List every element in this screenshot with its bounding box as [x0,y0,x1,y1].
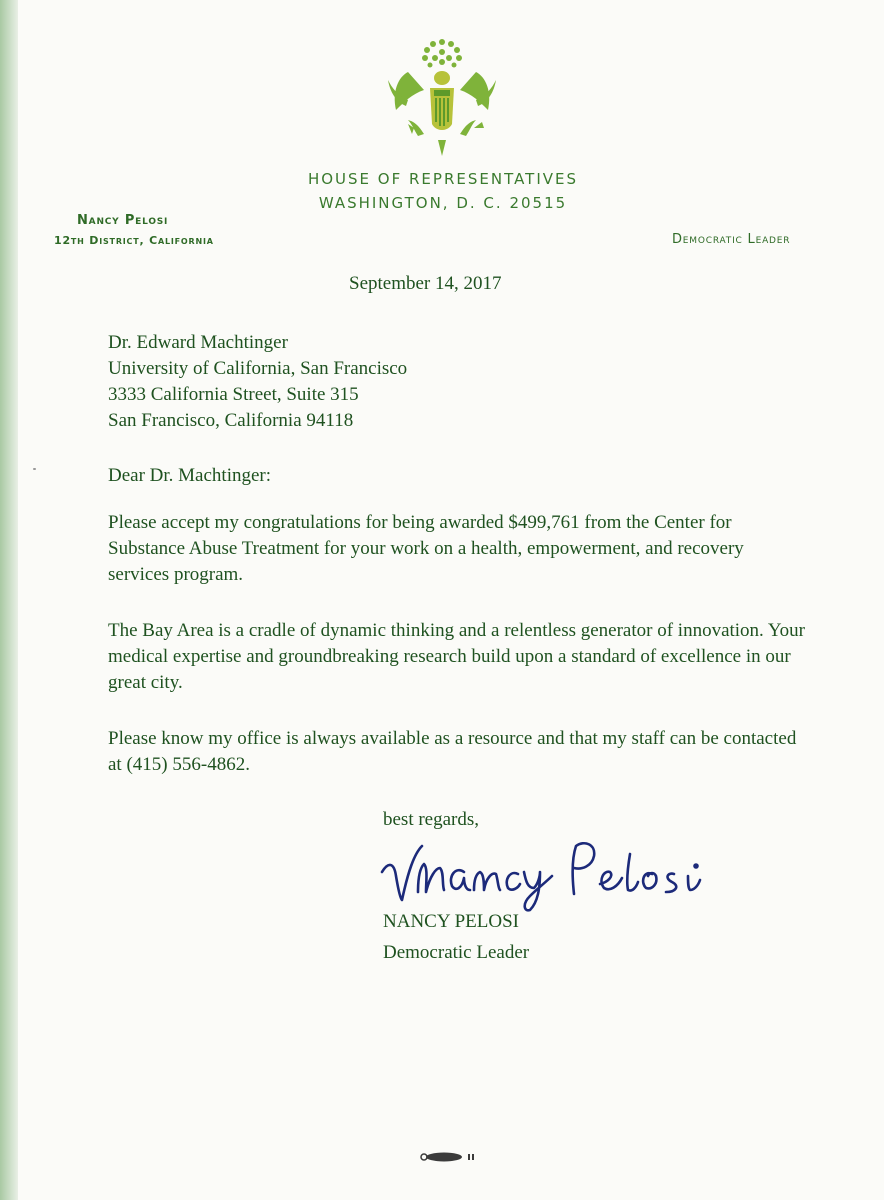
member-district: 12th District, California [54,234,214,247]
great-seal-eagle-icon [378,32,506,158]
green-desk-edge [0,0,18,1200]
signer-title: Democratic Leader [383,942,530,963]
recipient-address [108,330,407,434]
member-title: Democratic Leader [672,232,791,247]
closing: best regards, [383,809,480,830]
house-of-representatives-heading: HOUSE OF REPRESENTATIVES [307,170,579,188]
paper-speck [33,468,36,470]
signer-name: NANCY PELOSI [383,911,519,932]
body-paragraph: The Bay Area is a cradle of dynamic thinking and a relentless generator of innovation. Your medical expertise and groundbreaking research build upon a standard of excellence in our great city. [108,620,805,693]
recipient-line: San Francisco, California 94118 [108,410,354,431]
body-paragraph: Please know my office is always available as a resource and that my staff can be contacted at (415) 556-4862. [108,728,797,775]
letter-date: September 14, 2017 [349,273,502,294]
recipient-line: Dr. Edward Machtinger [108,332,288,353]
body-paragraph: Please accept my congratulations for being awarded $499,761 from the Center for Substance Abuse Treatment for your work on a health, empowerment, and recovery services program. [108,512,744,585]
printer-union-bug-icon [418,1150,484,1164]
member-name: Nancy Pelosi [77,213,169,228]
handwritten-signature [378,832,708,912]
recipient-line: 3333 California Street, Suite 315 [108,384,359,405]
recipient-line: University of California, San Francisco [108,358,408,379]
washington-address-heading: WASHINGTON, D. C. 20515 [318,194,568,212]
salutation: Dear Dr. Machtinger: [108,465,272,486]
